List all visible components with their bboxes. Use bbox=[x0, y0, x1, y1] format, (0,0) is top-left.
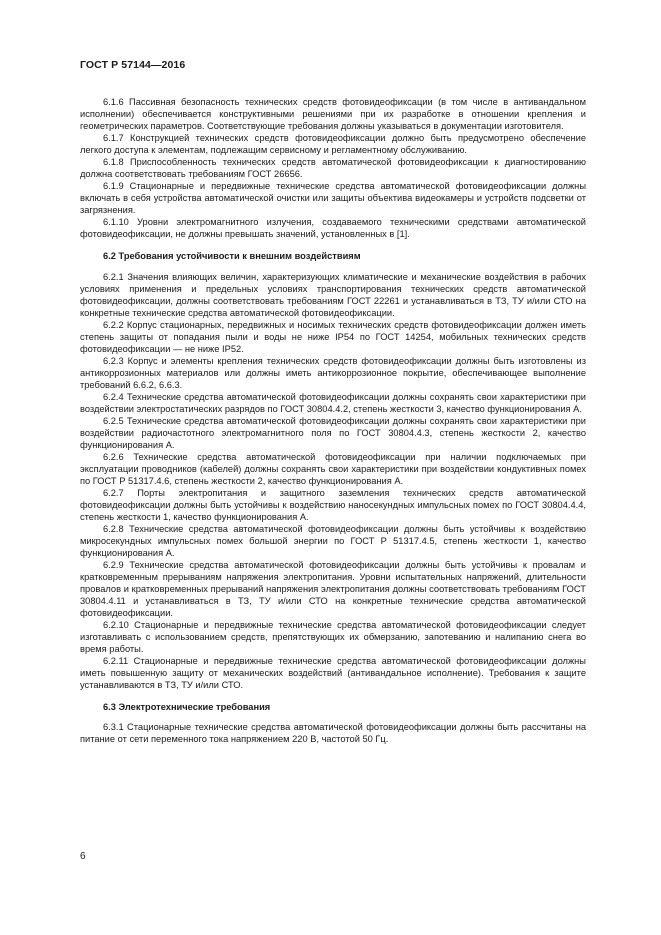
paragraph: 6.2.6 Технические средства автоматической фотовидеофиксации при наличии подключаемых при эксплуатации проводников (кабелей) должны сохранять свои характеристики при воздействии кондуктивных помех по ГОСТ Р 51317.4.6, степень жесткости 2, качество функционирования А. bbox=[80, 452, 586, 486]
document-header: ГОСТ Р 57144—2016 bbox=[80, 59, 186, 71]
page-number: 6 bbox=[80, 851, 86, 862]
paragraph: 6.2.8 Технические средства автоматической фотовидеофиксации должны быть устойчивы к воздействию микросекундных импульсных помех большой энергии по ГОСТ Р 51317.4.5, степень жесткости 1, качество функционирования А. bbox=[80, 524, 586, 558]
paragraph: 6.3.1 Стационарные технические средства автоматической фотовидеофиксации должны быть рассчитаны на питание от сети переменного тока напряжением 220 В, частотой 50 Гц. bbox=[80, 722, 586, 745]
paragraph: 6.2.4 Технические средства автоматической фотовидеофиксации должны сохранять свои характеристики при воздействии электростатических разрядов по ГОСТ 30804.4.2, степень жесткости 3, качество функционирования А. bbox=[80, 391, 586, 414]
section-heading: 6.3 Электротехнические требования bbox=[103, 701, 271, 712]
paragraph: 6.1.9 Стационарные и передвижные технические средства автоматической фотовидеофиксации должны включать в себя устройства автоматической очистки или защиты объектива видеокамеры и устройств подсветки от загрязнения. bbox=[80, 181, 586, 216]
paragraph: 6.2.7 Порты электропитания и защитного заземления технических средств автоматической фотовидеофиксации должны быть устойчивы к воздействию наносекундных импульсных помех по ГОСТ 30804.4.4, степень жесткости 1, качество функционирования А. bbox=[80, 488, 586, 522]
paragraph: 6.2.11 Стационарные и передвижные технические средства автоматической фотовидеофиксации должны иметь повышенную защиту от механических воздействий (антивандальное исполнение). Требования к защите устанавливаются в ТЗ, ТУ и/или СТО. bbox=[80, 655, 586, 690]
paragraph: 6.2.2 Корпус стационарных, передвижных и носимых технических средств фотовидеофиксации должен иметь степень защиты от попадания пыли и воды не ниже IP54 по ГОСТ 14254, мобильных технических средств фотовидеофиксации — не ниже IP52. bbox=[80, 319, 586, 354]
paragraph: 6.1.8 Приспособленность технических средств автоматической фотовидеофиксации к диагностированию должна соответствовать требованиям ГОСТ 26656. bbox=[80, 157, 586, 180]
paragraph: 6.2.3 Корпус и элементы крепления технических средств фотовидеофиксации должны быть изготовлены из антикоррозионных материалов или должны иметь антикоррозионное покрытие, обеспечивающее выполнение требований 6.6.2, 6.6.3. bbox=[80, 355, 586, 390]
document-body bbox=[80, 97, 586, 747]
paragraph: 6.2.10 Стационарные и передвижные технические средства автоматической фотовидеофиксации следует изготавливать с использованием средств, препятствующих их обмерзанию, запотеванию и налипанию снега во время работы. bbox=[80, 619, 586, 654]
paragraph: 6.1.7 Конструкцией технических средств фотовидеофиксации должно быть предусмотрено обеспечение легкого доступа к элементам, подлежащим сервисному и регламентному обслуживанию. bbox=[80, 133, 586, 155]
paragraph: 6.1.10 Уровни электромагнитного излучения, создаваемого техническими средствами автоматической фотовидеофиксации, не должны превышать значений, установленных в [1]. bbox=[80, 217, 586, 240]
paragraph: 6.2.5 Технические средства автоматической фотовидеофиксации должны сохранять свои характеристики при воздействии радиочастотного электромагнитного поля по ГОСТ 30804.4.3, степень жесткости 2, качество функционирования А. bbox=[80, 416, 586, 450]
section-heading: 6.2 Требования устойчивости к внешним воздействиям bbox=[103, 251, 361, 262]
paragraph: 6.1.6 Пассивная безопасность технических средств фотовидеофиксации (в том числе в антивандальном исполнении) обеспечивается конструктивными решениями при их разработке в отношении крепления и геометрических параметров. Соответствующие требования должны указываться в документации изготовителя. bbox=[80, 97, 586, 131]
paragraph: 6.2.1 Значения влияющих величин, характеризующих климатические и механические воздействия в рабочих условиях применения и предельных условиях транспортирования технических средств автоматической фотовидеофиксации, должны соответствовать требованиям ГОСТ 22261 и устанавливаться в ТЗ, ТУ и/или СТО на конкретные технические средства автоматической фотовидеофиксации. bbox=[80, 271, 586, 318]
paragraph: 6.2.9 Технические средства автоматической фотовидеофиксации должны быть устойчивы к провалам и кратковременным прерываниям напряжения электропитания. Уровни испытательных напряжений, длительности провалов и кратковременных прерываний напряжения электропитания должны соответствовать требованиям ГОСТ 30804.4.11 и устанавливаться в ТЗ, ТУ и/или СТО на конкретные технические средства автоматической фотовидеофиксации. bbox=[80, 560, 586, 618]
